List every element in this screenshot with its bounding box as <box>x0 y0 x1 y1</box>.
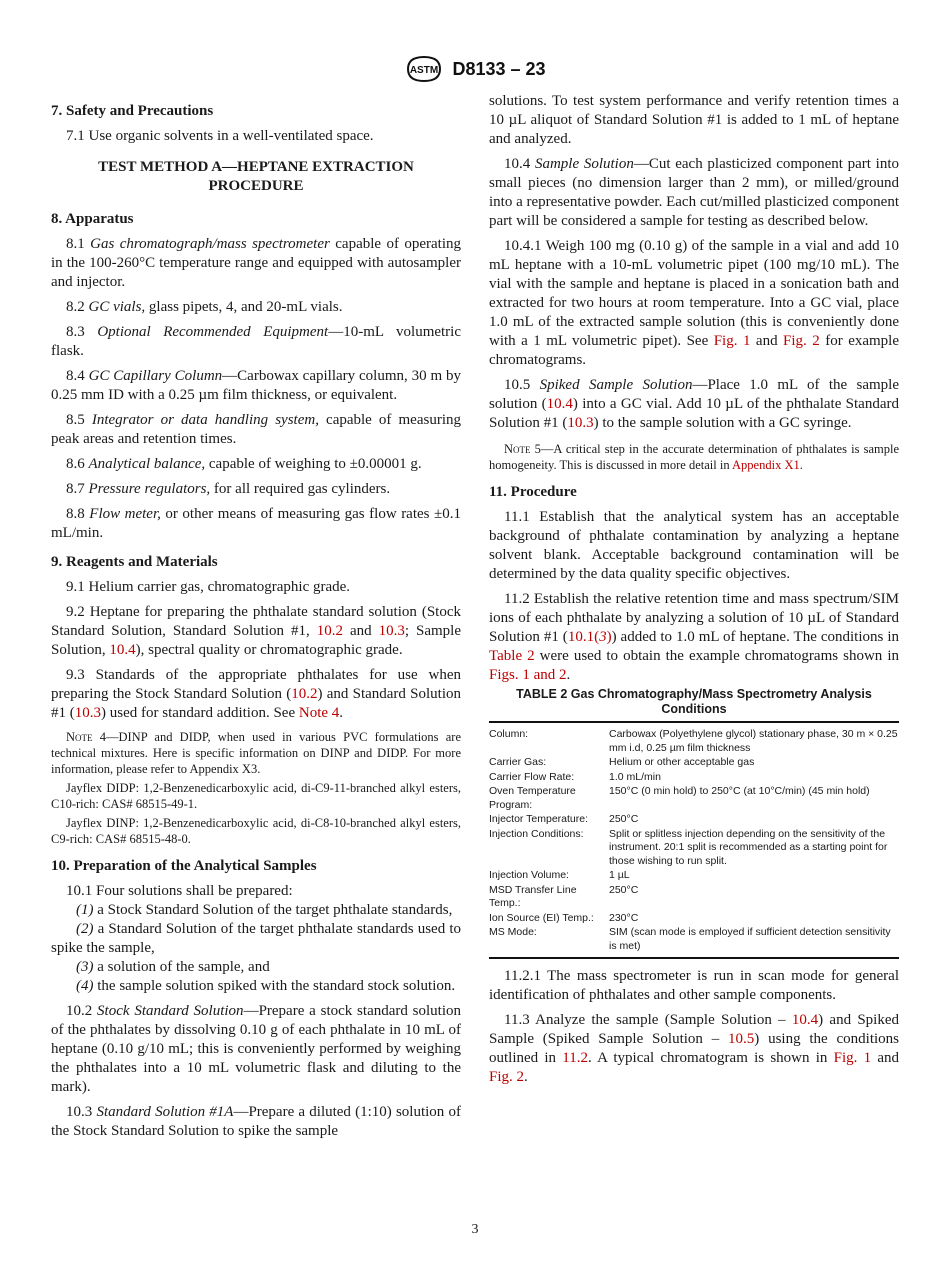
paragraph-11-2-1: 11.2.1 The mass spectrometer is run in scan mode for general identification of phthalates and other sample components. <box>489 968 899 1003</box>
svg-text:ASTM: ASTM <box>410 65 439 76</box>
table-row <box>489 727 899 755</box>
test-method-a-heading <box>51 158 461 196</box>
paragraph-8-8 <box>51 505 461 543</box>
paragraph-8-2 <box>51 298 461 317</box>
paragraph-8-5 <box>51 411 461 449</box>
text: for example chromatograms. <box>489 333 900 368</box>
text: —Carbowax capillary column, 30 m by 0.25 mm ID with a 0.25 µm film thickness, or equivalent. <box>51 368 461 403</box>
table-cell-label: Carrier Gas: <box>489 756 547 768</box>
num: 8.5 <box>66 412 92 428</box>
text: ; Sample Solution, <box>51 623 461 658</box>
table-cell-label: Injection Volume: <box>489 869 569 881</box>
item-num: (4) <box>76 978 94 994</box>
section-link[interactable]: 10.4 <box>546 396 573 412</box>
table-cell-label: Column: <box>489 728 529 740</box>
term: Standard Solution #1A <box>96 1104 234 1120</box>
paragraph-8-7 <box>51 480 461 499</box>
term: Optional Recommended Equipment <box>97 324 329 340</box>
table-cell-label: Injection Conditions: <box>489 827 584 840</box>
paragraph-9-2 <box>51 603 461 660</box>
text: a Standard Solution of the target phthalate standards used to spike the sample, <box>51 921 461 956</box>
text: 9.2 Heptane for preparing the phthalate standard solution (Stock Standard Solution, Standard Solution #1, <box>51 604 461 639</box>
section-link[interactable]: 10.4 <box>791 1012 819 1028</box>
text: —Cut each plasticized component part into small pieces (no dimension larger than 2 mm), or milled/ground into a representative powder. Each cut/milled plasticized component part will be considered a sample for testing as described below. <box>489 156 899 229</box>
table-row <box>489 784 899 812</box>
table-row <box>489 827 899 869</box>
note-4-didp: Jayflex DIDP: 1,2-Benzenedicarboxylic acid, di-C9-11-branched alkyl esters, C10-rich: CAS# 68515-49-1. <box>51 781 461 811</box>
text: —Prepare a diluted (1:10) solution of the Stock Standard Solution to spike the sample <box>51 1104 461 1139</box>
section-8-heading: 8. Apparatus <box>51 211 134 227</box>
link-text: ( <box>594 629 600 645</box>
num: 10.2 <box>66 1003 98 1019</box>
list-item-2 <box>51 920 461 958</box>
paragraph-10-1: 10.1 Four solutions shall be prepared: <box>66 883 293 899</box>
link-text: ) <box>606 629 612 645</box>
text: . <box>799 458 803 472</box>
table-link[interactable]: Table 2 <box>489 648 535 664</box>
text: 11.2 Establish the relative retention time and mass spectrum/SIM ions of each phthalate by analyzing a solution of 10 µL of Standard Solution #1 ( <box>489 591 899 645</box>
section-link[interactable]: 10.3 <box>74 705 101 721</box>
text: the sample solution spiked with the standard stock solution. <box>93 978 456 994</box>
table-row <box>489 925 899 958</box>
text: —Place 1.0 mL of the sample solution ( <box>489 377 899 412</box>
note-label: Note <box>504 442 531 456</box>
table-row <box>489 868 899 883</box>
text: a Stock Standard Solution of the target phthalate standards, <box>93 902 453 918</box>
section-7-heading: 7. Safety and Precautions <box>51 103 214 119</box>
link-text: 10.1 <box>567 629 595 645</box>
left-column <box>51 92 461 1147</box>
figure-link[interactable]: Fig. 2 <box>489 1069 525 1085</box>
text: and <box>871 1050 899 1066</box>
text: capable of weighing to ±0.00001 g. <box>205 456 422 472</box>
figure-link[interactable]: Figs. 1 and 2 <box>489 667 567 683</box>
table-row <box>489 911 899 926</box>
num: 8.3 <box>66 324 98 340</box>
item-num: (3) <box>76 959 94 975</box>
term: GC vials, <box>88 299 146 315</box>
paragraph-10-2 <box>51 1002 461 1097</box>
table-cell-value: Carbowax (Polyethylene glycol) stationary phase, 30 m × 0.25 mm i.d, 0.25 µm film thickness <box>609 728 898 754</box>
table-2-title <box>489 687 899 717</box>
term: Pressure regulators, <box>88 481 211 497</box>
note-label: Note <box>66 730 93 744</box>
num: 10.3 <box>66 1104 97 1120</box>
figure-link[interactable]: Fig. 1 <box>713 333 751 349</box>
text: a solution of the sample, and <box>93 959 270 975</box>
paragraph-8-4 <box>51 367 461 405</box>
text: capable of operating in the 100-260°C temperature range and equipped with autosampler and injector. <box>51 236 461 290</box>
table-cell-value: 1 µL <box>609 869 630 881</box>
page-number: 3 <box>471 1222 479 1237</box>
paragraph-8-6 <box>51 455 461 474</box>
text: glass pipets, 4, and 20-mL vials. <box>145 299 343 315</box>
table-cell-value: 230°C <box>609 911 639 924</box>
text: ), spectral quality or chromatographic grade. <box>135 642 403 658</box>
table-cell-label: Oven Temperature Program: <box>489 785 576 811</box>
term: GC Capillary Column <box>88 368 223 384</box>
term: Integrator or data handling system, <box>91 412 319 428</box>
paragraph-10-4-1 <box>489 237 899 370</box>
term: Gas chromatograph/mass spectrometer <box>90 236 330 252</box>
term: Flow meter, <box>89 506 161 522</box>
text: ) to the sample solution with a GC syringe. <box>593 415 852 431</box>
paragraph-11-3 <box>489 1011 899 1087</box>
num: 8.2 <box>66 299 89 315</box>
table-row <box>489 755 899 770</box>
table-cell-label: Ion Source (EI) Temp.: <box>489 911 594 924</box>
text: ) into a GC vial. Add 10 µL of the phthalate Standard Solution #1 ( <box>489 396 899 431</box>
section-link[interactable]: 10.3 <box>378 623 405 639</box>
text: 11.3 Analyze the sample (Sample Solution – <box>504 1012 792 1028</box>
section-link[interactable]: 10.3 <box>567 415 594 431</box>
item-num: (1) <box>76 902 94 918</box>
paragraph-10-4 <box>489 155 899 231</box>
item-num: (2) <box>76 921 94 937</box>
term: Sample Solution <box>534 156 634 172</box>
table-body <box>489 727 899 958</box>
table-cell-value: Split or splitless injection depending on the sensitivity of the instrument. 20:1 split is recommended as a starting point for those wishing to run split. <box>609 827 888 867</box>
section-link[interactable] <box>568 629 612 645</box>
table-title-line-2: Conditions <box>661 702 727 716</box>
section-11-heading: 11. Procedure <box>489 484 577 500</box>
note-text: 4—DINP and DIDP, when used in various PVC formulations are technical mixtures. Here is specific information on DINP and DIDP. For more information, please refer to Appendix X3. <box>51 730 461 776</box>
right-column <box>489 92 899 1093</box>
paragraph-8-1 <box>51 235 461 292</box>
note-5 <box>489 441 899 473</box>
text: and <box>342 623 379 639</box>
num: 10.4 <box>504 156 535 172</box>
note-link[interactable]: Note 4 <box>298 705 340 721</box>
document-id: D8133 – 23 <box>452 58 546 79</box>
section-link[interactable]: 11.2 <box>562 1050 588 1066</box>
section-link[interactable]: 10.5 <box>728 1031 755 1047</box>
table-cell-value: 150°C (0 min hold) to 250°C (at 10°C/min) (45 min hold) <box>609 785 870 797</box>
term: Spiked Sample Solution <box>539 377 693 393</box>
text: —10-mL volumetric flask. <box>51 324 462 359</box>
text: . <box>524 1069 528 1085</box>
table-row <box>489 770 899 785</box>
text: . <box>566 667 571 683</box>
list-item-4 <box>51 977 461 996</box>
note-4-dinp: Jayflex DINP: 1,2-Benzenedicarboxylic acid, di-C8-10-branched alkyl esters, C9-rich: CAS# 68515-48-0. <box>51 816 461 846</box>
link-text: 3 <box>599 629 607 645</box>
text: —Prepare a stock standard solution of the phthalates by dissolving 0.10 g of each phthalate in 10 mL of heptane (0.10 g/10 mL; this is conveniently performed by weighing the phthalates into a 10 mL volumetric flask and diluting to the mark). <box>51 1003 462 1095</box>
gc-ms-conditions-table <box>489 721 899 959</box>
table-cell-value: 250°C <box>609 813 639 825</box>
text: ) and Spiked Sample (Spiked Sample Solution – <box>489 1012 900 1047</box>
table-cell-value: 250°C <box>609 883 639 896</box>
paragraph-11-1: 11.1 Establish that the analytical system has an acceptable background of phthalate contamination by analyzing a heptane solvent blank. Acceptable background contamination will be determined by the data quality specific objectives. <box>489 509 899 582</box>
num: 8.7 <box>66 481 89 497</box>
text: . <box>339 705 344 721</box>
text: 9.3 Standards of the appropriate phthalates for use when preparing the Stock Standard Solution ( <box>51 667 461 702</box>
section-link[interactable]: 10.4 <box>109 642 136 658</box>
text: ) added to 1.0 mL of heptane. The conditions in <box>611 629 899 645</box>
note-text: 5—A critical step in the accurate determination of phthalates is sample homogeneity. This is discussed in more detail in <box>489 442 899 472</box>
note-4 <box>51 729 461 777</box>
test-method-title-line-2: PROCEDURE <box>208 178 304 194</box>
table-cell-value: 1.0 mL/min <box>609 770 661 783</box>
paragraph-7-1: 7.1 Use organic solvents in a well-ventilated space. <box>66 128 374 144</box>
table-cell-label: Carrier Flow Rate: <box>489 770 575 783</box>
figure-link[interactable]: Fig. 1 <box>833 1050 872 1066</box>
page-header <box>0 54 950 84</box>
text: and <box>750 333 784 349</box>
paragraph-10-5 <box>489 376 899 433</box>
text: ) and Standard Solution #1 ( <box>51 686 461 721</box>
text: . A typical chromatogram is shown in <box>587 1050 834 1066</box>
paragraph-8-3 <box>51 323 461 361</box>
term: Stock Standard Solution <box>97 1003 244 1019</box>
table-cell-label: MSD Transfer Line Temp.: <box>489 883 577 909</box>
text: capable of measuring peak areas and retention times. <box>51 412 461 447</box>
num: 8.8 <box>66 506 90 522</box>
astm-logo-icon <box>404 54 444 84</box>
num: 10.5 <box>504 377 540 393</box>
paragraph-10-3 <box>51 1103 461 1141</box>
num: 8.4 <box>66 368 89 384</box>
paragraph-11-2 <box>489 590 899 685</box>
section-link[interactable]: 10.2 <box>316 623 343 639</box>
list-item-1 <box>51 901 461 920</box>
term: Analytical balance, <box>88 456 206 472</box>
table-cell-value: SIM (scan mode is employed if sufficient detection sensitivity is met) <box>609 925 899 958</box>
table-cell-label: MS Mode: <box>489 925 609 958</box>
text: for all required gas cylinders. <box>210 481 391 497</box>
num: 8.6 <box>66 456 89 472</box>
table-title-line-1: TABLE 2 Gas Chromatography/Mass Spectrometry Analysis <box>516 687 872 701</box>
paragraph-9-3 <box>51 666 461 723</box>
section-10-heading: 10. Preparation of the Analytical Samples <box>51 858 317 874</box>
section-9-heading: 9. Reagents and Materials <box>51 554 218 570</box>
text: or other means of measuring gas flow rates ±0.1 mL/min. <box>51 506 462 541</box>
num: 8.1 <box>66 236 91 252</box>
text: ) used for standard addition. See <box>101 705 299 721</box>
text: ) using the conditions outlined in <box>489 1031 899 1066</box>
section-link[interactable]: 10.2 <box>291 686 318 702</box>
table-row <box>489 883 899 911</box>
paragraph-9-1: 9.1 Helium carrier gas, chromatographic grade. <box>66 579 351 595</box>
list-item-3 <box>51 958 461 977</box>
text: 10.4.1 Weigh 100 mg (0.10 g) of the sample in a vial and add 10 mL heptane with a 10-mL volumetric pipet (100 mg/10 mL). The vial with the sample and heptane is placed in a sonication bath and extracted for two hours at room temperature. Into a GC vial, place 1.0 mL of the extracted sample solution (this is conveniently done with a 1 mL volumetric pipet). See <box>489 238 899 349</box>
test-method-title-line-1: TEST METHOD A—HEPTANE EXTRACTION <box>98 159 414 175</box>
text: were used to obtain the example chromatograms shown in <box>534 648 899 664</box>
table-cell-label: Injector Temperature: <box>489 813 589 825</box>
table-cell-value: Helium or other acceptable gas <box>609 756 755 768</box>
paragraph-10-3-continued: solutions. To test system performance and verify retention times a 10 µL aliquot of Standard Solution #1 is added to 1 mL of heptane and analyzed. <box>489 93 899 147</box>
figure-link[interactable]: Fig. 2 <box>783 333 820 349</box>
appendix-link[interactable]: Appendix X1 <box>732 458 800 472</box>
table-row <box>489 812 899 827</box>
